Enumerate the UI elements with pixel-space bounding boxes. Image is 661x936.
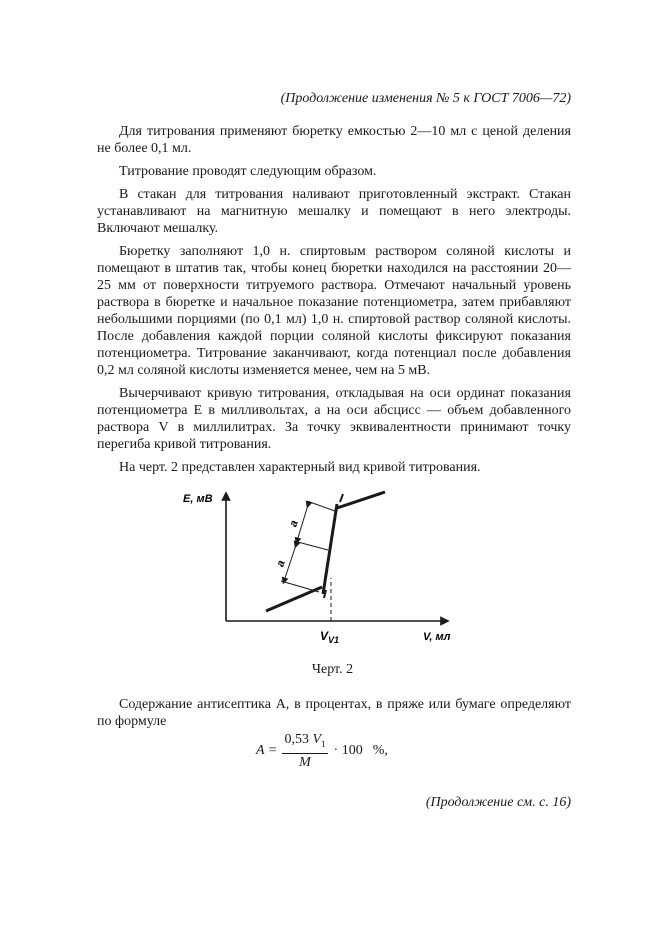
dimension-ext-top [307,501,335,511]
formula-equals: = [268,743,277,759]
formula-multiplier: · 100 [333,743,363,759]
titration-curve-figure [180,480,480,650]
formula-variable: V [312,732,322,747]
formula-subscript: 1 [321,738,326,749]
page-footer: (Продолжение см. с. 16) [425,795,571,810]
formula-lhs: A [256,743,265,759]
figure-caption: Черт. 2 [311,662,354,677]
paragraph: Вычерчивают кривую титрования, откладывая на оси ординат показания потенциометра E в милливольтах, а на оси абсцисс — объем добавленного раствора V в миллилитрах. За точку эквивалентности принимают точку перегиба кривой титрования. [97,386,571,452]
v1-label: $V_{V1}$ [320,629,340,645]
paragraph: Содержание антисептика A, в процентах, в пряже или бумаге определяют по формуле [97,697,571,729]
tangent-tick-top [340,494,343,502]
segment-label-lower: a [274,558,288,569]
formula-fraction [282,732,327,771]
formula-unit: %, [372,743,388,759]
segment-label-upper: a [287,518,301,529]
dimension-ext-mid [294,541,328,550]
body-text [97,123,571,482]
formula-coefficient: 0,53 [284,732,309,747]
formula-denominator: M [299,754,311,770]
paragraph: Титрование проводят следующим образом. [119,164,377,179]
paragraph: Бюретку заполняют 1,0 н. спиртовым раствором соляной кислоты и помещают в штатив так, чтобы конец бюретки находился на расстоянии 20—25 мм от поверхности титруемого раствора. Отмечают начальный уровень раствора в бюретке и начальное показание потенциометра, затем прибавляют небольшими порциями (по 0,1 мл) 1,0 н. спиртовой раствор соляной кислоты. После добавления каждой порции соляной кислоты фиксируют показания потенциометра. Титрование заканчивают, когда потенциал после добавления 0,2 мл соляной кислоты изменяется менее, чем на 5 мВ. [97,244,571,378]
paragraph: Для титрования применяют бюретку емкостью 2—10 мл с ценой деления не более 0,1 мл. [97,124,571,156]
formula [256,732,388,771]
paragraph: На черт. 2 представлен характерный вид кривой титрования. [119,460,481,475]
formula-numerator [282,732,327,754]
paragraph: В стакан для титрования наливают приготовленный экстракт. Стакан устанавливают на магнитную мешалку и помещают в него электроды. Включают мешалку. [97,187,571,236]
curve-upper-segment [337,492,385,508]
y-axis-label: E, мВ [183,493,213,505]
x-axis-label: V, мл [423,631,451,643]
dimension-ext-bottom [281,581,319,592]
page-header: (Продолжение изменения № 5 к ГОСТ 7006—72) [280,91,571,106]
